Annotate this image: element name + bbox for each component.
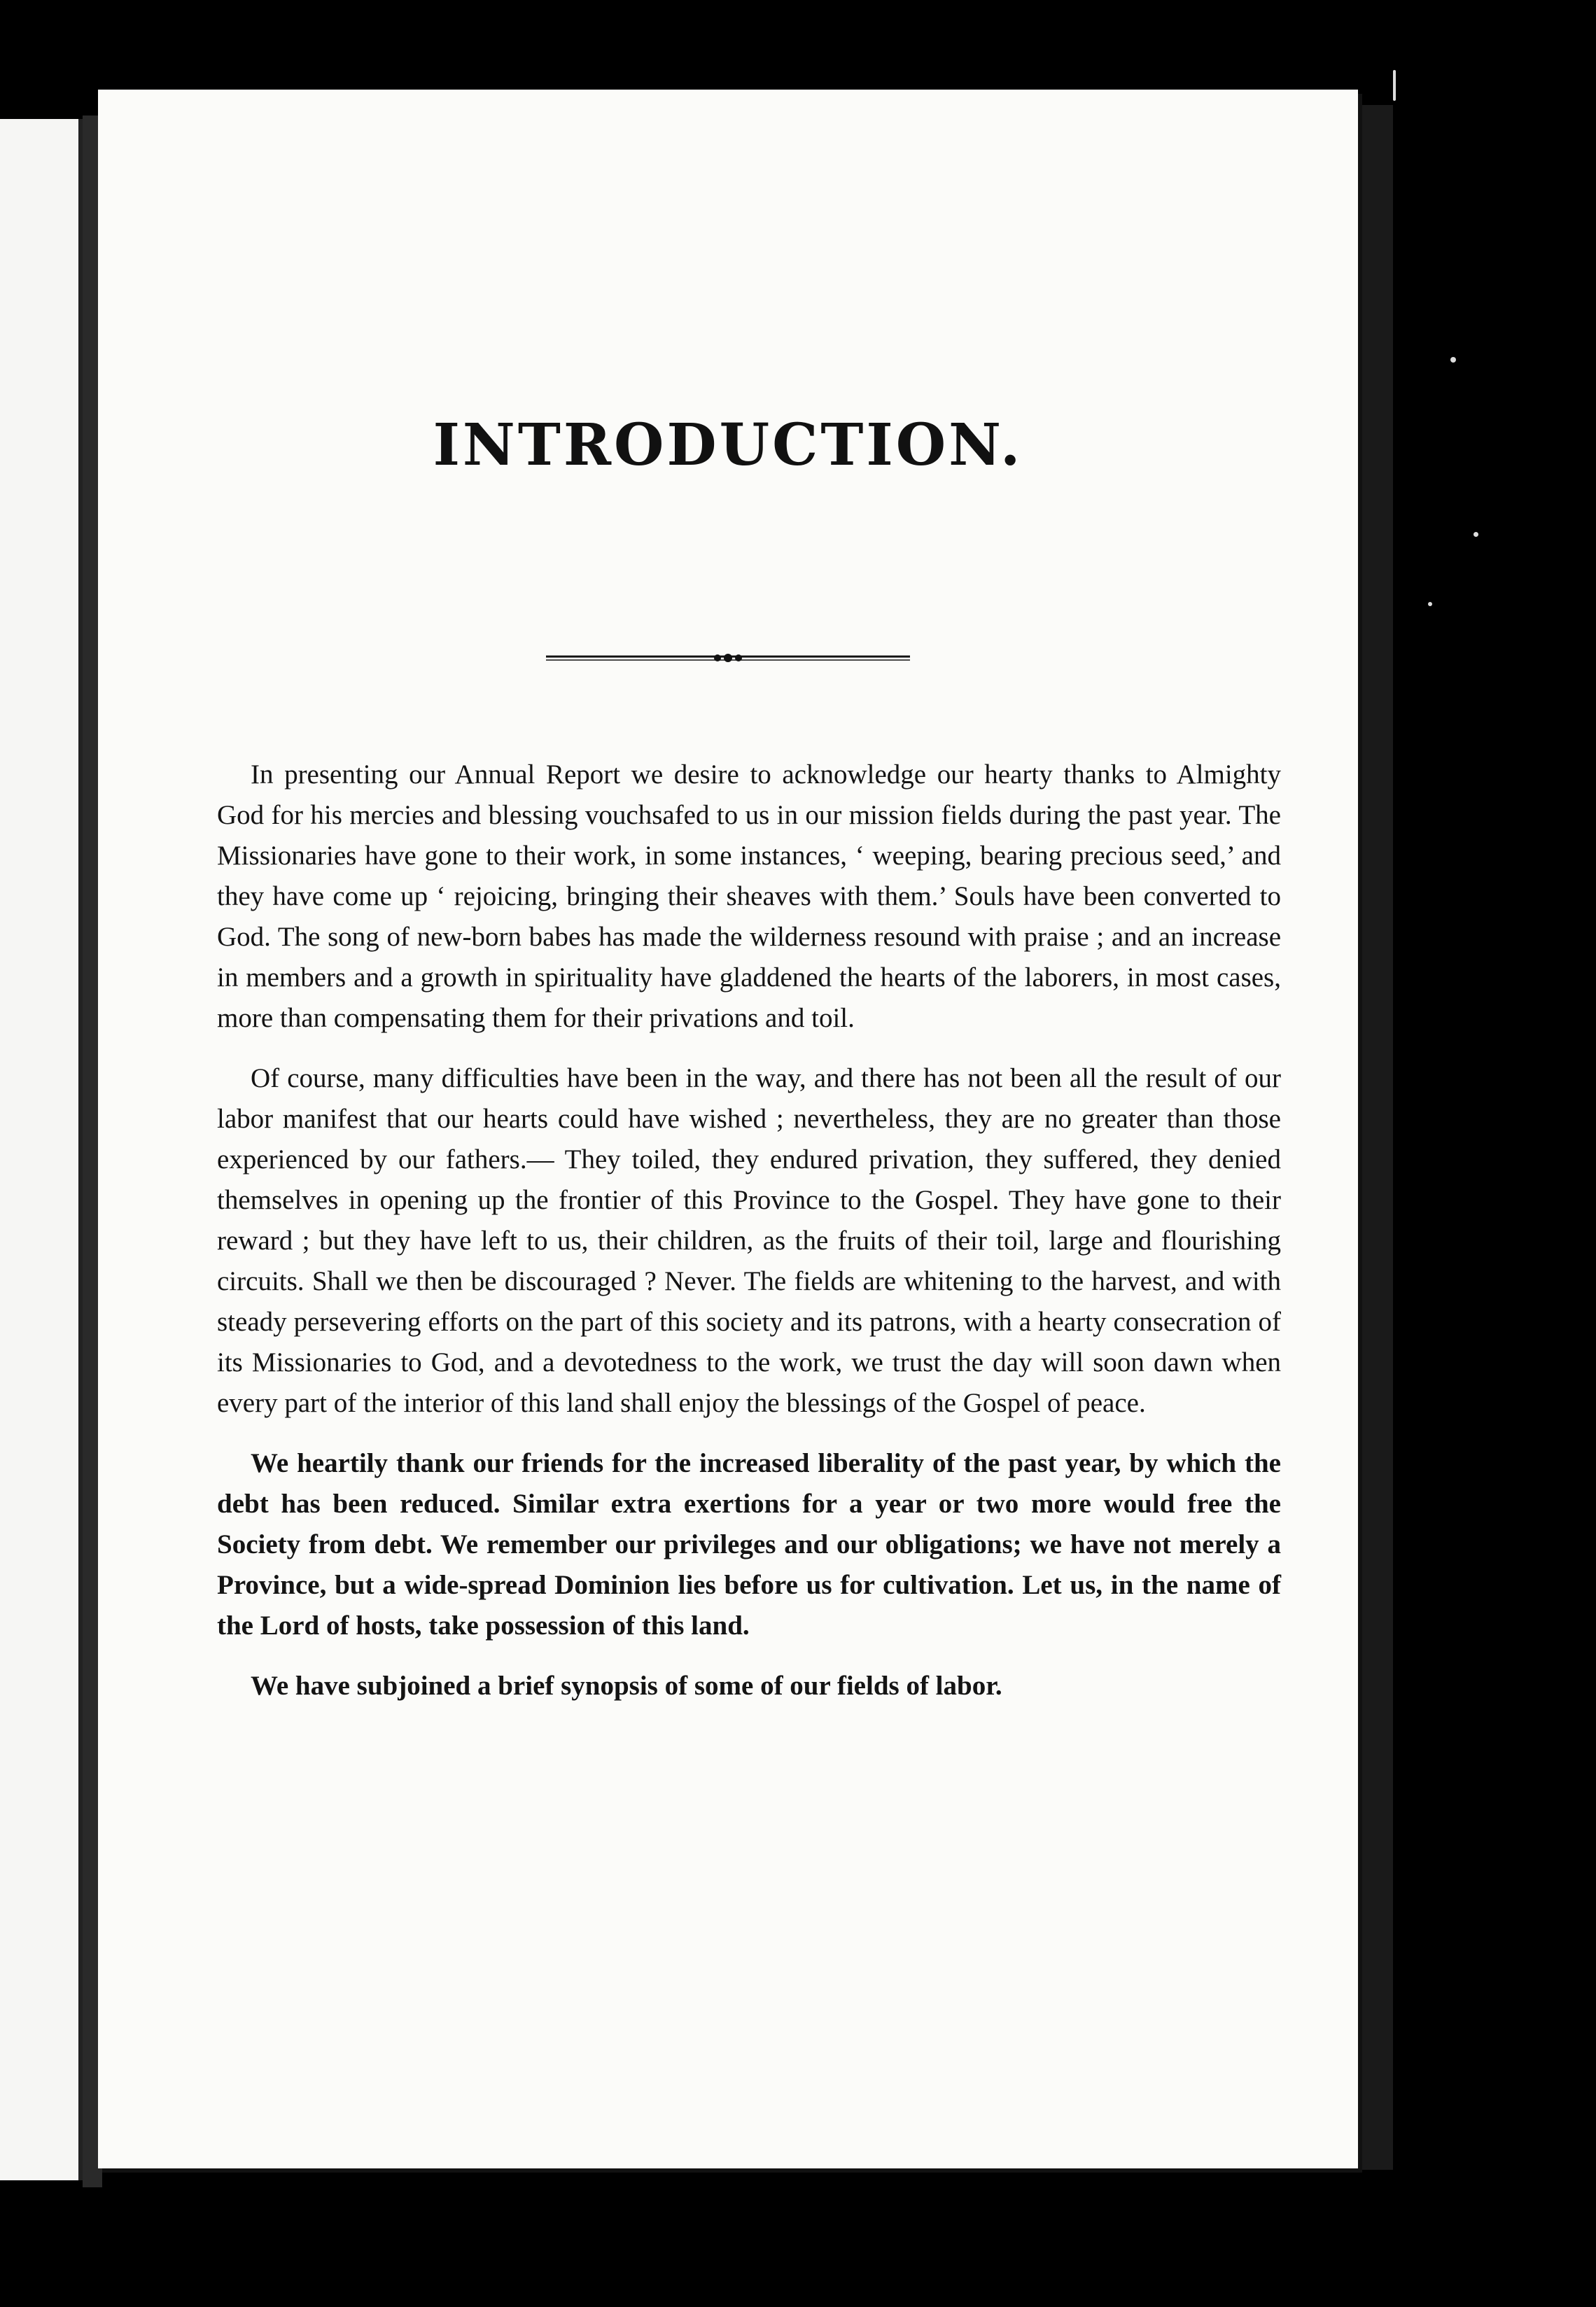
page-title: INTRODUCTION.: [433, 412, 1023, 479]
scan-speck: [1450, 357, 1456, 363]
paragraph-2: Of course, many difficulties have been in the way, and there has not been all the result of our labor manifest that our hearts could have wished ; nevertheless, they are no greater than those experienced by our fathers.— They toiled, they endured privation, they suffered, they denied themselves in opening up the frontier of this Province to the Gospel. They have gone to their reward ; but they have left to us, their children, as the fruits of their toil, large and flourishing circuits. Shall we then be discouraged ? Never. The fields are whitening to the harvest, and with steady persevering efforts on the part of this society and its patrons, with a hearty consecration of its Missionaries to God, and a devotedness to the work, we trust the day will soon dawn when every part of the interior of this land shall enjoy the blessings of the Gospel of peace.: [217, 1063, 1281, 1418]
scan-speck: [1428, 602, 1432, 606]
closing-line: We have subjoined a brief synopsis of some of our fields of labor.: [251, 1671, 1002, 1701]
scan-speck: [1393, 70, 1396, 101]
document-page: [98, 90, 1358, 2168]
page-shadow: [1358, 105, 1393, 2170]
facing-page-edge: [0, 119, 83, 2180]
paragraph-1: In presenting our Annual Report we desire to acknowledge our hearty thanks to Almighty God for his mercies and blessing vouchsafed to us in our mission fields during the past year. The Missionaries have gone to their work, in some instances, ‘ weeping, bearing precious seed,’ and they have come up ‘ rejoicing, bringing their sheaves with them.’ Souls have been converted to God. The song of new-born babes has made the wilderness resound with praise ; and an increase in members and a growth in spirituality have gladdened the hearts of the laborers, in most cases, more than compensating them for their privations and toil.: [217, 759, 1281, 1033]
body-text: [217, 755, 1281, 1706]
paragraph-3: We heartily thank our friends for the increased liberality of the past year, by which the debt has been reduced. Similar extra exertions for a year or two more would free the Society from debt. We remember our privileges and our obligations; we have not merely a Province, but a wide-spread Dominion lies before us for cultivation. Let us, in the name of the Lord of hosts, take possession of this land.: [217, 1448, 1281, 1641]
title-rule-ornament: [546, 650, 910, 666]
scan-speck: [1474, 532, 1478, 537]
